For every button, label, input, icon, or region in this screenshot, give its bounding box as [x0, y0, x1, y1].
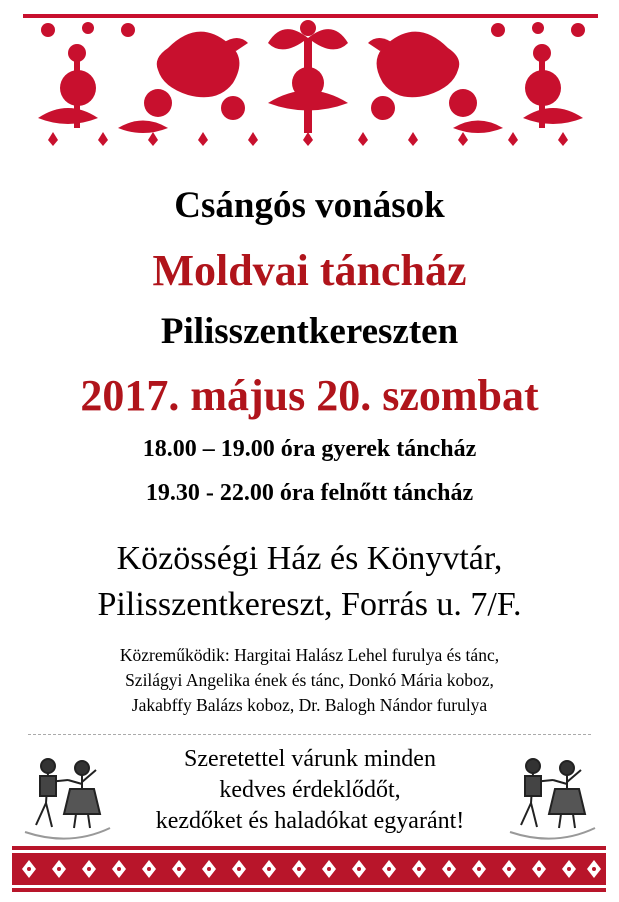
welcome-message [115, 744, 505, 837]
schedule-adults: 19.30 - 22.00 óra felnőtt táncház [145, 480, 474, 506]
welcome-line: kezdőket és haladókat egyaránt! [155, 808, 465, 834]
schedule-kids: 18.00 – 19.00 óra gyerek táncház [142, 436, 477, 462]
embroidery-border-icon [12, 846, 606, 892]
credits-line: Közreműködik: Hargitai Halász Lehel furulya és tánc, [119, 645, 500, 665]
welcome-line: Szeretettel várunk minden [184, 746, 436, 772]
divider [28, 734, 591, 735]
credits-line: Szilágyi Angelika ének és tánc, Donkó Mária koboz, [125, 670, 494, 690]
event-location-title: Pilisszentkereszten [160, 311, 459, 352]
venue-name: Közösségi Ház és Könyvtár, [116, 540, 503, 577]
event-date: 2017. május 20. szombat [80, 371, 539, 420]
welcome-line: kedves érdeklődőt, [219, 777, 401, 803]
folk-dancers-icon [20, 752, 115, 842]
credits-line: Jakabffy Balázs koboz, Dr. Balogh Nándor furulya [131, 695, 488, 715]
event-title: Csángós vonások [174, 185, 445, 226]
embroidery-pattern-icon [18, 8, 603, 148]
performers-credits [0, 643, 619, 718]
event-subtitle: Moldvai táncház [152, 246, 467, 295]
folk-dancers-icon [505, 752, 600, 842]
venue-address: Pilisszentkereszt, Forrás u. 7/F. [97, 586, 522, 623]
